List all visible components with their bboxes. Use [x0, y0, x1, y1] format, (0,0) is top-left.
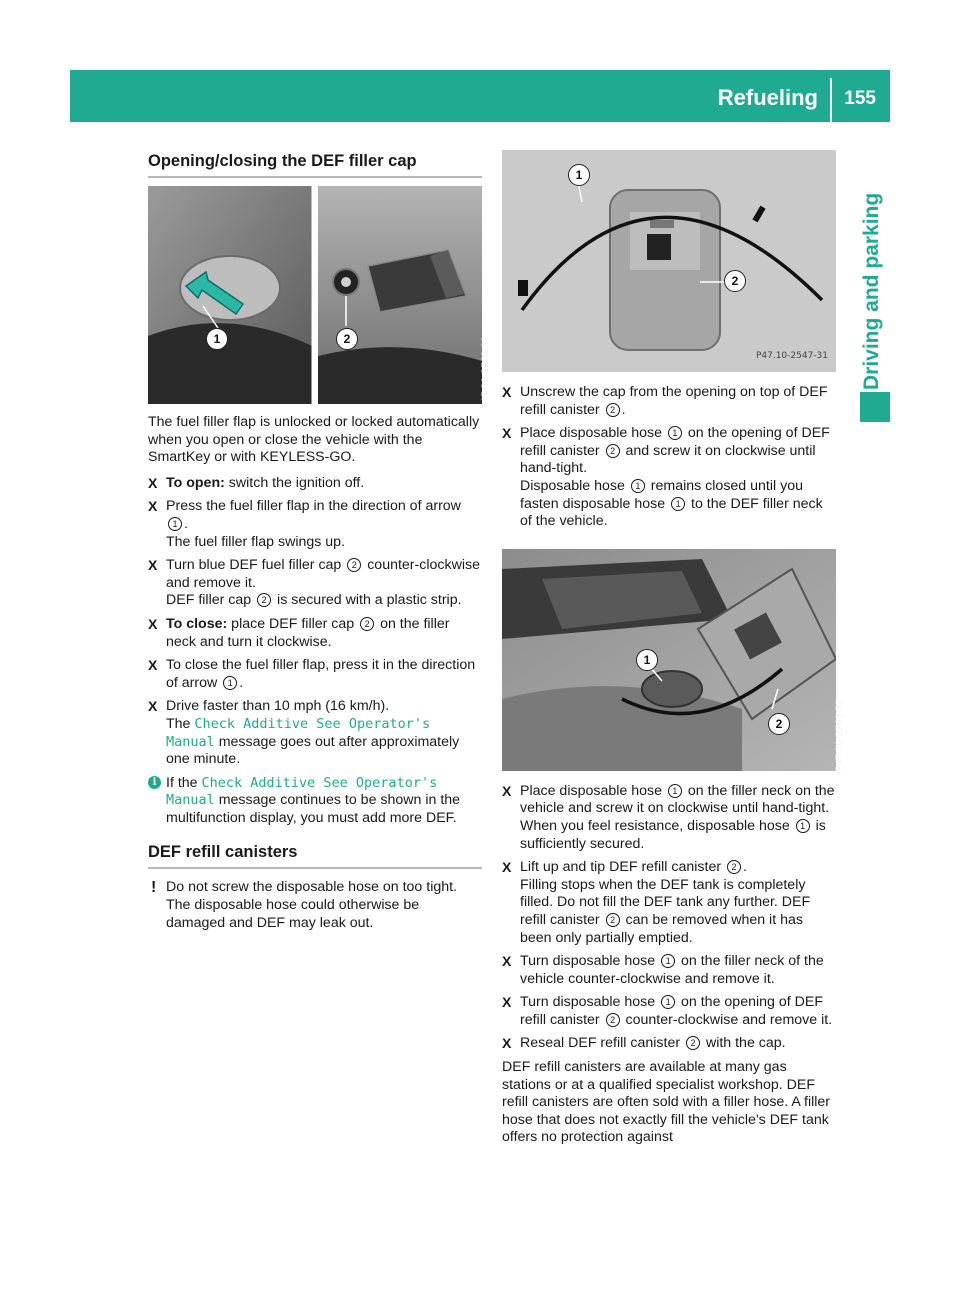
step-text: on the opening of DEF refill canister — [520, 425, 830, 459]
step-remove-hose-canister — [502, 994, 836, 1029]
figure-code: P47.10-2763-31 — [835, 698, 845, 771]
left-column — [148, 150, 491, 940]
step-marker: X — [148, 498, 158, 515]
callout-ref-2: 2 — [347, 558, 361, 572]
step-marker: X — [148, 557, 158, 574]
callout-ref-1: 1 — [668, 426, 682, 440]
step-text: Turn blue DEF fuel filler cap — [166, 557, 346, 574]
step-place-hose-vehicle — [502, 783, 836, 853]
vehicle-refill-illustration — [502, 549, 836, 771]
callout-2: 2 — [336, 328, 358, 350]
callout-ref-2: 2 — [606, 403, 620, 417]
figure-refill-canister — [502, 150, 836, 372]
callout-ref-1: 1 — [223, 676, 237, 690]
callout-2: 2 — [768, 713, 790, 735]
step-unscrew-cap — [502, 384, 836, 419]
step-marker: X — [502, 994, 512, 1011]
step-marker: X — [502, 782, 512, 799]
figure-vehicle-refill — [502, 549, 845, 771]
display-message: Check Additive See Operator's Manual — [166, 715, 431, 750]
step-text: Turn disposable hose — [520, 994, 660, 1011]
section-rule — [148, 176, 482, 178]
figure-code: P47.10-2762-31 — [481, 336, 491, 409]
step-result: The fuel filler flap swings up. — [166, 533, 346, 550]
callout-2: 2 — [724, 270, 746, 292]
step-text: on the filler neck and turn it clockwise. — [166, 615, 450, 650]
right-column — [502, 150, 845, 1155]
step-text: DEF filler cap — [166, 592, 256, 609]
step-marker: X — [502, 1035, 512, 1052]
callout-ref-1: 1 — [796, 819, 810, 833]
step-text: switch the ignition off. — [224, 474, 365, 491]
step-marker: X — [502, 384, 512, 400]
step-text: counter-clockwise and remove it. — [621, 1011, 833, 1028]
warning-icon: ! — [151, 879, 157, 897]
side-tab-marker — [860, 392, 890, 422]
callout-ref-2: 2 — [606, 1013, 620, 1027]
step-text: on the filler neck on the vehicle and screw it on clockwise until hand-tight. When you feel resistance, disposable hose — [520, 782, 835, 834]
step-drive — [148, 698, 482, 768]
step-text: . — [743, 859, 747, 876]
note-text: If the — [166, 774, 202, 791]
step-text: Reseal DEF refill canister — [520, 1035, 684, 1052]
step-marker: X — [148, 698, 158, 715]
intro-paragraph: The fuel filler flap is unlocked or locked automatically when you open or close the vehicle with the SmartKey or with KEYLESS-GO. — [148, 414, 480, 466]
callout-ref-2: 2 — [606, 444, 620, 458]
step-text: remains closed until you fasten disposable hose — [520, 477, 803, 512]
step-text: message goes out after approximately one minute. — [166, 733, 460, 768]
info-note — [148, 775, 482, 828]
step-text: . — [239, 674, 244, 691]
warning-text: Do not screw the disposable hose on too tight. The disposable hose could otherwise be damaged and DEF may leak out. — [166, 879, 458, 931]
side-tab-label: Driving and parking — [860, 192, 883, 390]
callout-ref-2: 2 — [686, 1036, 700, 1050]
step-text: is secured with a plastic strip. — [273, 592, 462, 609]
step-label: To close: — [166, 615, 228, 632]
step-text: counter-clockwise and remove it. — [166, 557, 480, 591]
step-text: To close the fuel filler flap, press it in the direction of arrow — [166, 657, 476, 691]
callout-ref-1: 1 — [661, 995, 675, 1009]
step-text: to the DEF filler neck of the vehicle. — [520, 495, 823, 530]
step-text: is sufficiently secured. — [520, 817, 826, 852]
step-remove-hose-vehicle — [502, 953, 836, 988]
step-marker: X — [502, 953, 512, 970]
callout-1: 1 — [568, 164, 590, 186]
step-lift-canister — [502, 859, 836, 947]
step-reseal — [502, 1035, 836, 1053]
step-close-flap — [148, 657, 482, 692]
step-text: . — [621, 401, 626, 418]
callout-ref-1: 1 — [661, 954, 675, 968]
step-marker: X — [148, 474, 158, 491]
step-marker: X — [148, 657, 158, 674]
step-marker: X — [502, 859, 512, 876]
step-text: Place disposable hose — [520, 425, 666, 442]
section-heading-refill: DEF refill canisters — [148, 843, 298, 862]
info-icon: i — [148, 776, 161, 789]
step-press-flap — [148, 498, 482, 551]
step-text: and screw it on clockwise until hand-tight. — [520, 442, 816, 477]
step-text: Disposable hose — [520, 477, 629, 494]
section-rule — [148, 867, 482, 869]
page-number: 155 — [844, 88, 876, 109]
note-text: message continues to be shown in the multifunction display, you must add more DEF. — [166, 792, 461, 826]
step-text: Lift up and tip DEF refill canister — [520, 859, 726, 876]
section-heading-filler-cap: Opening/closing the DEF filler cap — [148, 152, 417, 170]
figure-filler-cap — [148, 186, 491, 409]
refill-canister-illustration — [502, 150, 836, 372]
header-bar — [70, 70, 890, 122]
closing-paragraph: DEF refill canisters are available at many gas stations or at a qualified specialist workshop. DEF refill canisters are often sold with a filler hose. A filler hose that does not exactly fill the vehicle's DEF tank offers no protection against — [502, 1059, 831, 1146]
warning-note — [148, 879, 482, 932]
step-text: Filling stops when the DEF tank is completely filled. Do not fill the DEF tank any further. DEF refill canister — [520, 876, 811, 928]
callout-ref-2: 2 — [360, 617, 374, 631]
callout-ref-2: 2 — [257, 593, 271, 607]
callout-1: 1 — [206, 328, 228, 350]
display-message: Check Additive See Operator's Manual — [166, 774, 438, 809]
step-text: Turn disposable hose — [520, 953, 660, 970]
step-open — [148, 475, 482, 493]
callout-ref-1: 1 — [668, 784, 682, 798]
step-label: To open: — [166, 474, 225, 491]
callout-1: 1 — [636, 649, 658, 671]
step-marker: X — [502, 425, 512, 442]
step-text: on the filler neck of the vehicle counter-clockwise and remove it. — [520, 953, 824, 987]
filler-cap-illustration — [148, 186, 482, 404]
chapter-title: Refueling — [717, 85, 818, 110]
step-text: Press the fuel filler flap in the direction of arrow — [166, 498, 461, 515]
step-text: Place disposable hose — [520, 782, 666, 799]
step-place-hose-canister — [502, 425, 836, 531]
step-marker: X — [148, 615, 158, 632]
step-text: with the cap. — [702, 1035, 786, 1052]
step-text: Drive faster than 10 mph (16 km/h). — [166, 698, 390, 715]
callout-ref-2: 2 — [606, 913, 620, 927]
callout-ref-1: 1 — [168, 517, 182, 531]
callout-ref-1: 1 — [631, 479, 645, 493]
step-turn-cap — [148, 557, 482, 610]
callout-ref-1: 1 — [671, 497, 685, 511]
step-text: can be removed when it has been only partially emptied. — [520, 911, 803, 946]
figure-code: P47.10-2547-31 — [755, 351, 828, 362]
step-text: The — [166, 715, 195, 732]
step-text: on the opening of DEF refill canister — [520, 994, 823, 1028]
step-text: . — [184, 515, 188, 532]
step-text: Unscrew the cap from the opening on top of DEF refill canister — [520, 384, 828, 418]
header-divider — [830, 78, 832, 122]
step-text: place DEF filler cap — [227, 615, 359, 632]
step-close — [148, 616, 482, 651]
callout-ref-2: 2 — [727, 860, 741, 874]
